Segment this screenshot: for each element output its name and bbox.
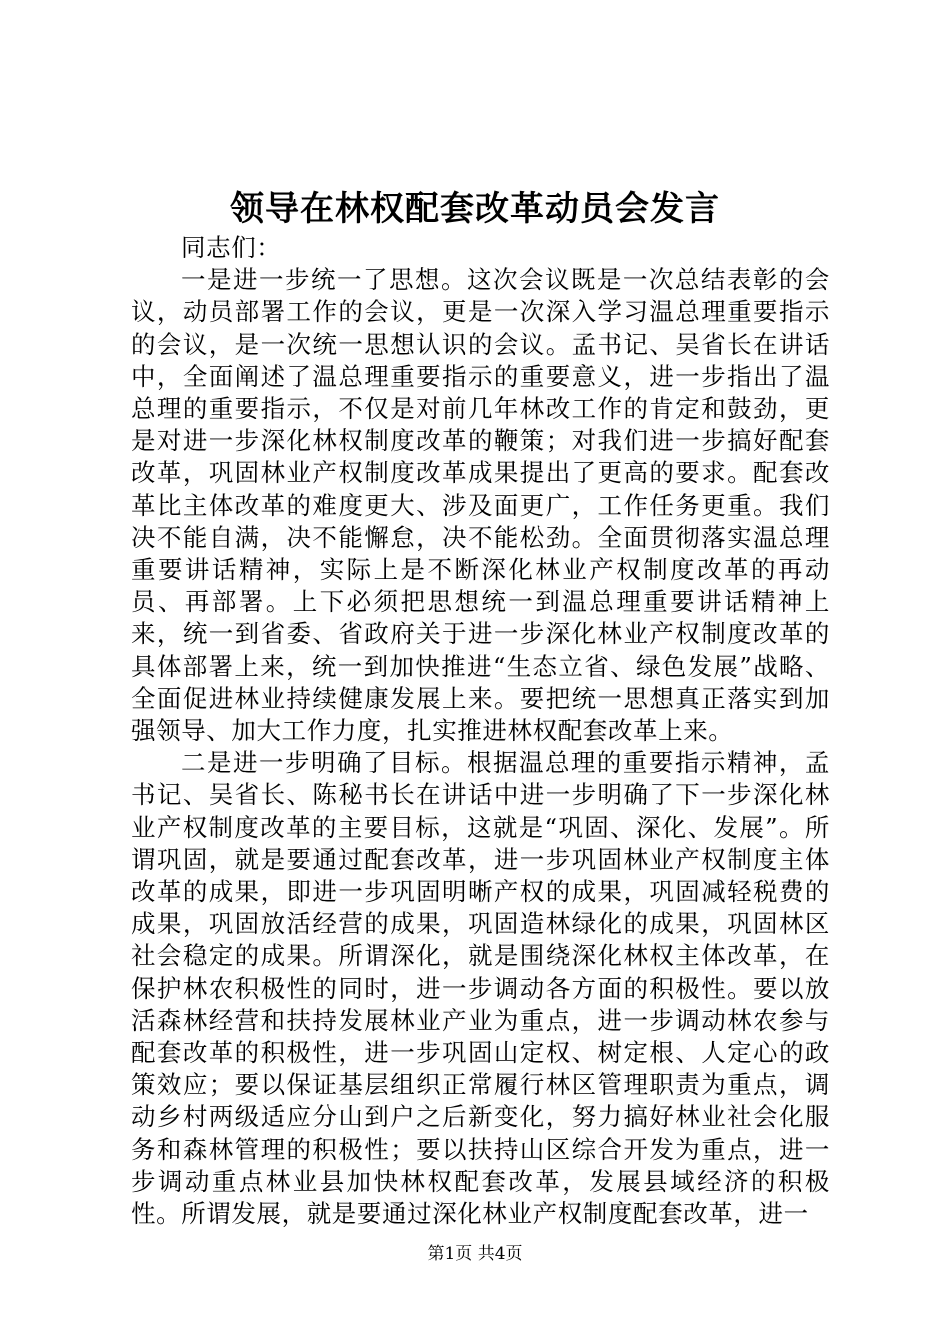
paragraph-2: 二是进一步明确了目标。根据温总理的重要指示精神，孟书记、吴省长、陈秘书长在讲话中进一步明确了下一步深化林业产权制度改革的主要目标，这就是“巩固、深化、发展”。所谓巩固，就是要通过配套改革，进一步巩固林业产权制度主体改革的成果，即进一步巩固明晰产权的成果，巩固减轻税费的成果，巩固放活经营的成果，巩固造林绿化的成果，巩固林区社会稳定的成果。所谓深化，就是围绕深化林权主体改革，在保护林农积极性的同时，进一步调动各方面的积极性。要以放活森林经营和扶持发展林业产业为重点，进一步调动林农参与配套改革的积极性，进一步巩固山定权、树定根、人定心的政策效应；要以保证基层组织正常履行林区管理职责为重点，调动乡村两级适应分山到户之后新变化，努力搞好林业社会化服务和森林管理的积极性；要以扶持山区综合开发为重点，进一步调动重点林业县加快林权配套改革，发展县域经济的积极性。所谓发展，就是要通过深化林业产权制度配套改革，进一 xyxy=(131,748,830,1229)
document-body xyxy=(131,232,830,1230)
document-title: 领导在林权配套改革动员会发言 xyxy=(230,189,720,229)
page-number-footer: 第1页 共4页 xyxy=(427,1244,523,1264)
paragraph-1: 一是进一步统一了思想。这次会议既是一次总结表彰的会议，动员部署工作的会议，更是一次深入学习温总理重要指示的会议，是一次统一思想认识的会议。孟书记、吴省长在讲话中，全面阐述了温总理重要指示的重要意义，进一步指出了温总理的重要指示，不仅是对前几年林改工作的肯定和鼓劲，更是对进一步深化林权制度改革的鞭策；对我们进一步搞好配套改革，巩固林业产权制度改革成果提出了更高的要求。配套改革比主体改革的难度更大、涉及面更广，工作任务更重。我们决不能自满，决不能懈怠，决不能松劲。全面贯彻落实温总理重要讲话精神，实际上是不断深化林业产权制度改革的再动员、再部署。上下必须把思想统一到温总理重要讲话精神上来，统一到省委、省政府关于进一步深化林业产权制度改革的具体部署上来，统一到加快推进“生态立省、绿色发展”战略、全面促进林业持续健康发展上来。要把统一思想真正落实到加强领导、加大工作力度，扎实推进林权配套改革上来。 xyxy=(131,265,830,746)
salutation: 同志们： xyxy=(181,233,282,262)
